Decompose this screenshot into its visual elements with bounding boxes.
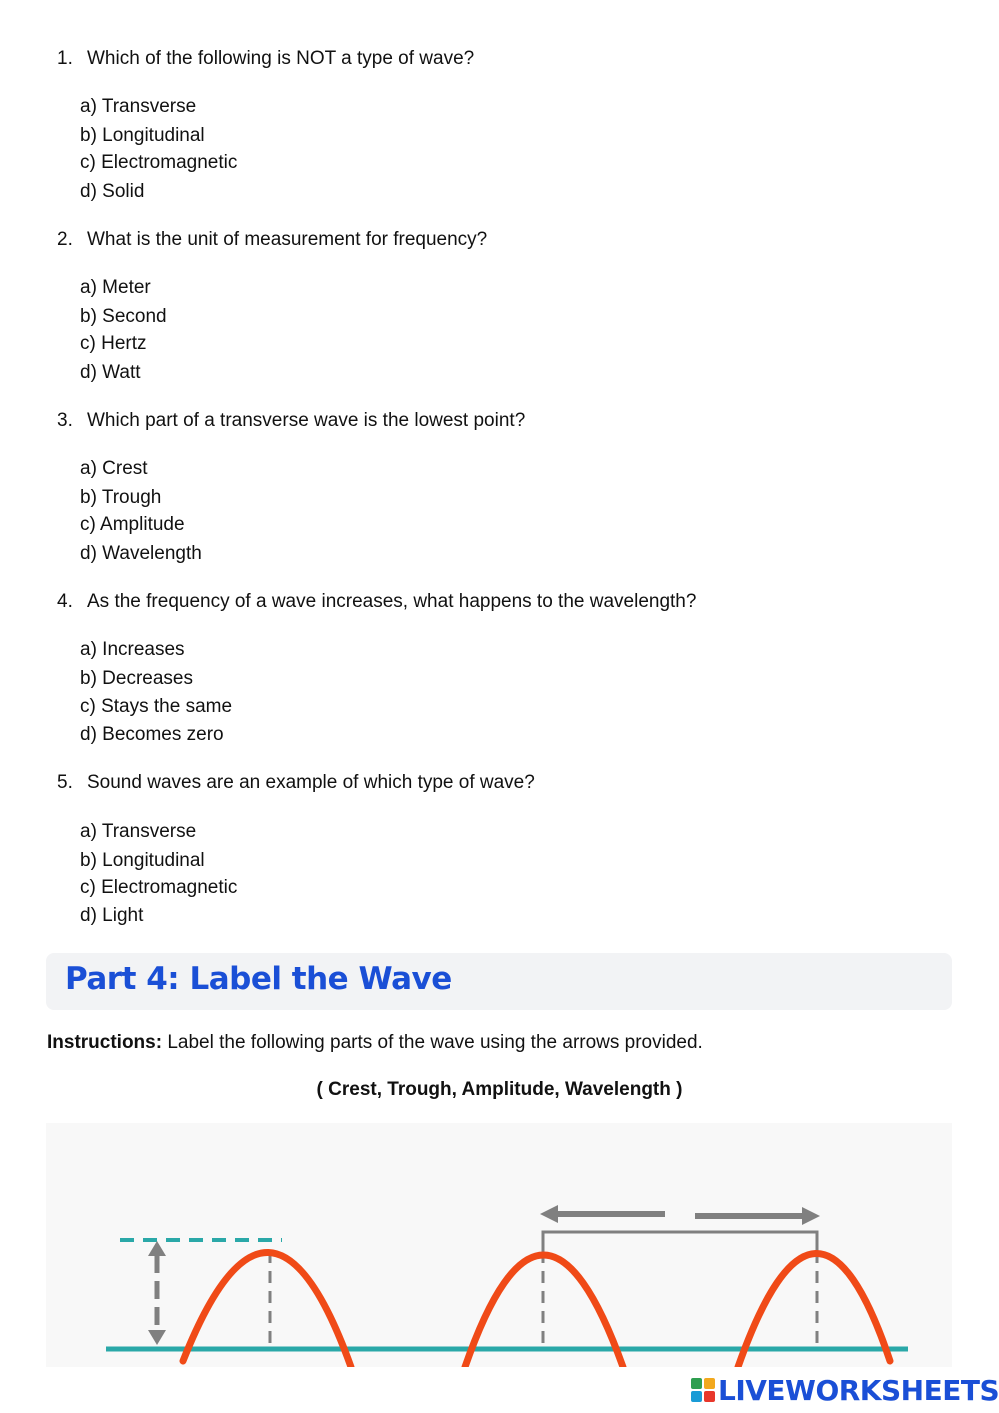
amplitude-arrow-head-up xyxy=(148,1241,166,1256)
option-4c: c) Stays the same xyxy=(80,696,233,717)
question-number: 1. xyxy=(57,48,73,69)
option-2b: b) Second xyxy=(80,306,167,327)
option-4d: d) Becomes zero xyxy=(80,724,224,745)
logo-icon xyxy=(690,1377,716,1403)
option-4a: a) Increases xyxy=(80,639,185,660)
question-number: 5. xyxy=(57,772,73,793)
option-2a: a) Meter xyxy=(80,277,151,298)
logo-text: LIVEWORKSHEETS xyxy=(718,1373,999,1407)
option-3c: c) Amplitude xyxy=(80,514,185,535)
question-number: 4. xyxy=(57,591,73,612)
section-header xyxy=(46,953,952,1010)
instructions xyxy=(47,1032,703,1054)
option-5d: d) Light xyxy=(80,905,144,926)
section-title: Part 4: Label the Wave xyxy=(65,961,452,997)
option-3d: d) Wavelength xyxy=(80,543,202,564)
liveworksheets-logo xyxy=(690,1374,999,1406)
question-4 xyxy=(57,591,696,613)
wave-diagram-svg xyxy=(46,1123,952,1367)
option-5b: b) Longitudinal xyxy=(80,850,205,871)
option-3b: b) Trough xyxy=(80,487,162,508)
option-5a: a) Transverse xyxy=(80,821,197,842)
question-2 xyxy=(57,229,487,251)
instructions-text: Label the following parts of the wave using the arrows provided. xyxy=(162,1032,703,1053)
question-text: Which part of a transverse wave is the lowest point? xyxy=(87,410,526,431)
label-terms: ( Crest, Trough, Amplitude, Wavelength ) xyxy=(316,1079,683,1100)
wavelength-arrow-right-head xyxy=(802,1207,820,1225)
option-1d: d) Solid xyxy=(80,181,145,202)
option-1c: c) Electromagnetic xyxy=(80,152,238,173)
option-5c: c) Electromagnetic xyxy=(80,877,238,898)
option-2d: d) Watt xyxy=(80,362,141,383)
option-2c: c) Hertz xyxy=(80,333,147,354)
question-3 xyxy=(57,410,525,432)
amplitude-arrow-head-down xyxy=(148,1330,166,1345)
question-text: As the frequency of a wave increases, what happens to the wavelength? xyxy=(87,591,697,612)
instructions-label: Instructions: xyxy=(47,1032,163,1053)
question-1 xyxy=(57,48,474,70)
question-number: 3. xyxy=(57,410,73,431)
option-4b: b) Decreases xyxy=(80,668,193,689)
question-text: Which of the following is NOT a type of wave? xyxy=(87,48,475,69)
option-1b: b) Longitudinal xyxy=(80,125,205,146)
question-number: 2. xyxy=(57,229,73,250)
question-5 xyxy=(57,772,535,794)
question-text: Sound waves are an example of which type of wave? xyxy=(87,772,535,793)
wavelength-arrow-left-head xyxy=(540,1205,558,1223)
option-3a: a) Crest xyxy=(80,458,148,479)
option-1a: a) Transverse xyxy=(80,96,197,117)
wavelength-bracket xyxy=(543,1232,817,1251)
question-text: What is the unit of measurement for frequency? xyxy=(87,229,488,250)
wave-diagram xyxy=(46,1123,952,1367)
